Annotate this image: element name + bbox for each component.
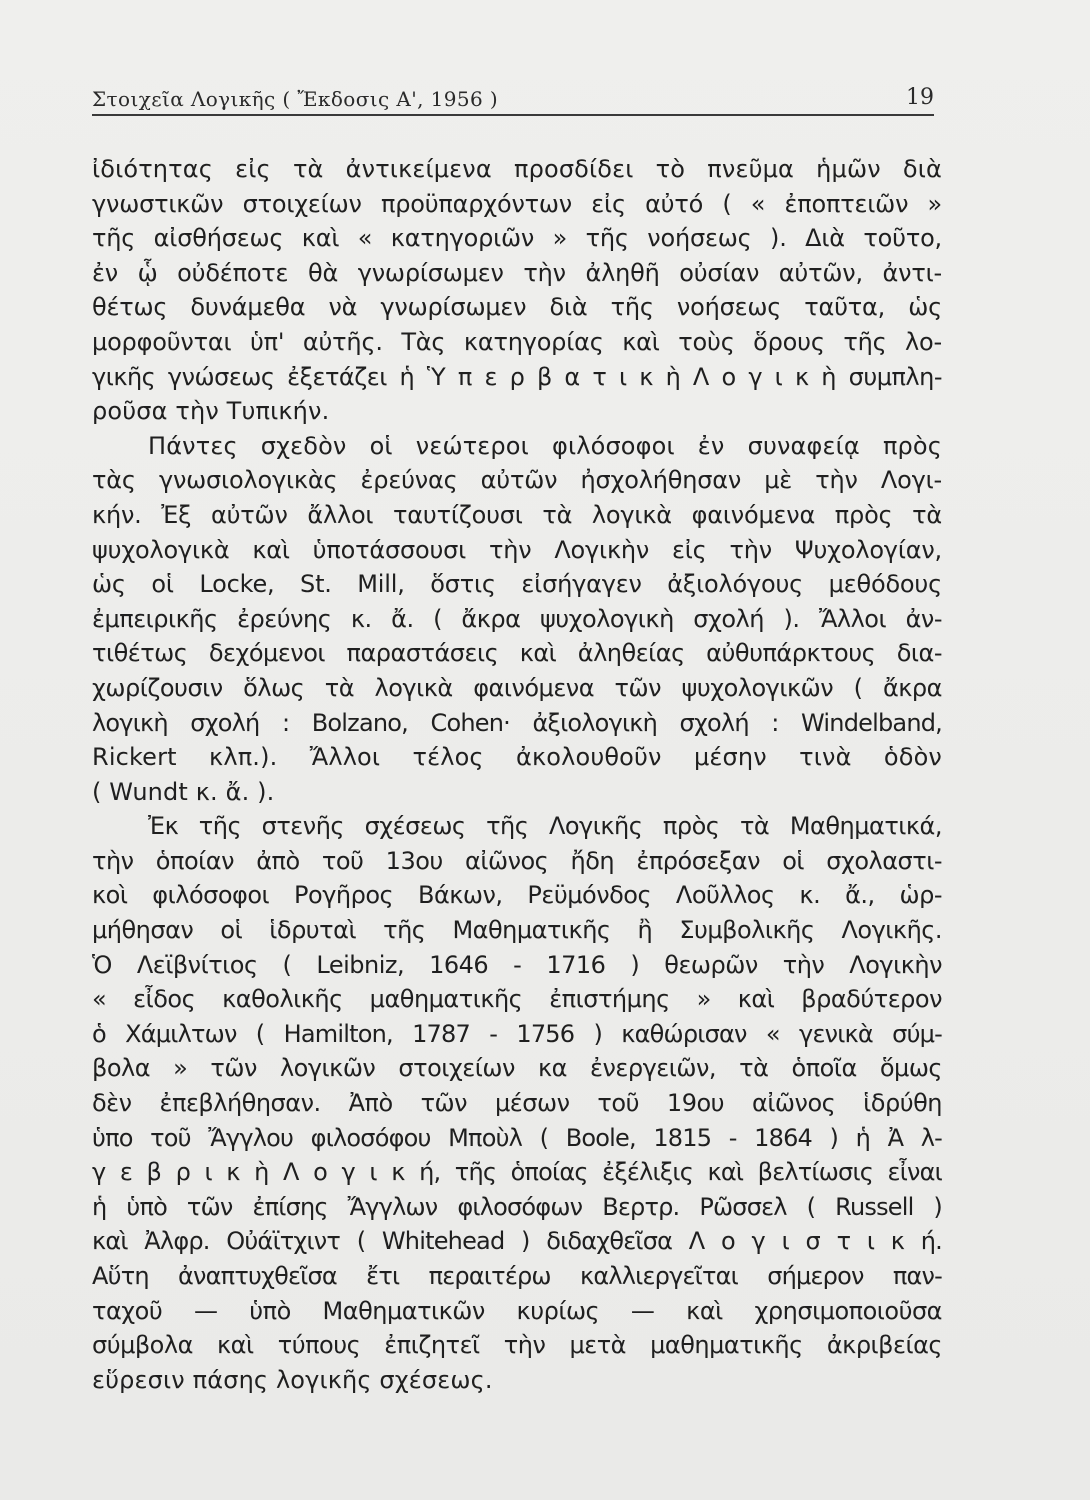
- text-line: σύμβολα καὶ τύπους ἐπιζητεῖ τὴν μετὰ μαθηματικῆς ἀκριβείας: [92, 1331, 942, 1360]
- text-line: χωρίζουσιν ὅλως τὰ λογικὰ φαινόμενα τῶν ψυχολογικῶν ( ἄκρα: [92, 673, 942, 702]
- text-line: γικῆς γνώσεως ἐξετάζει ἡ Ὑ π ε ρ β α τ ι κ ὴ Λ ο γ ι κ ὴ συμπλη-: [92, 362, 942, 391]
- text-line: ἡ ὑπὸ τῶν ἐπίσης Ἄγγλων φιλοσόφων Βερτρ. Ρῶσσελ ( Russell ): [92, 1192, 942, 1221]
- text-line: « εἶδος καθολικῆς μαθηματικῆς ἐπιστήμης » καὶ βραδύτερον: [92, 985, 942, 1014]
- text-line: ψυχολογικὰ καὶ ὑποτάσσουσι τὴν Λογικὴν εἰς τὴν Ψυχολογίαν,: [92, 535, 942, 564]
- text-line: κήν. Ἐξ αὐτῶν ἄλλοι ταυτίζουσι τὰ λογικὰ φαινόμενα πρὸς τὰ: [92, 500, 942, 529]
- text-line: ἐμπειρικῆς ἐρεύνης κ. ἄ. ( ἄκρα ψυχολογικὴ σχολή ). Ἄλλοι ἀν-: [92, 604, 942, 633]
- text-line: τὴν ὁποίαν ἀπὸ τοῦ 13ου αἰῶνος ἤδη ἐπρόσεξαν οἱ σχολαστι-: [92, 846, 942, 875]
- text-line: Ἐκ τῆς στενῆς σχέσεως τῆς Λογικῆς πρὸς τὰ Μαθηματικά,: [148, 812, 942, 841]
- text-line: Πάντες σχεδὸν οἱ νεώτεροι φιλόσοφοι ἐν συναφείᾳ πρὸς: [148, 431, 942, 460]
- text-line: γνωστικῶν στοιχείων προϋπαρχόντων εἰς αὐτό ( « ἐποπτειῶν »: [92, 189, 942, 218]
- text-line: κοὶ φιλόσοφοι Ρογῆρος Βάκων, Ρεϋμόνδος Λοῦλλος κ. ἄ., ὡρ-: [92, 881, 942, 910]
- text-line: θέτως δυνάμεθα νὰ γνωρίσωμεν διὰ τῆς νοήσεως ταῦτα, ὡς: [92, 293, 942, 322]
- text-line: ροῦσα τὴν Τυπικήν.: [92, 397, 330, 426]
- text-line: εὕρεσιν πάσης λογικῆς σχέσεως.: [92, 1365, 493, 1394]
- text-line: Αὕτη ἀναπτυχθεῖσα ἔτι περαιτέρω καλλιεργεῖται σήμερον παν-: [92, 1262, 942, 1290]
- text-line: τῆς αἰσθήσεως καὶ « κατηγοριῶν » τῆς νοήσεως ). Διὰ τοῦτο,: [92, 224, 942, 253]
- text-line: λογικὴ σχολή : Bolzano, Cohen· ἀξιολογικὴ σχολή : Windelband,: [92, 708, 942, 737]
- body-text: [92, 152, 942, 1397]
- text-line: ὑπο τοῦ Ἄγγλου φιλοσόφου Μποὺλ ( Boole, 1815 - 1864 ) ἡ Ἀ λ-: [92, 1123, 942, 1152]
- page-header: [92, 80, 934, 116]
- text-line: Rickert κλπ.). Ἄλλοι τέλος ἀκολουθοῦν μέσην τινὰ ὁδὸν: [92, 743, 942, 772]
- text-line: μήθησαν οἱ ἱδρυταὶ τῆς Μαθηματικῆς ἢ Συμβολικῆς Λογικῆς.: [92, 916, 942, 945]
- page-number: 19: [906, 85, 934, 110]
- running-title: Στοιχεῖα Λογικῆς ( Ἔκδοσις Α', 1956 ): [92, 87, 499, 111]
- text-line: τιθέτως δεχόμενοι παραστάσεις καὶ ἀληθείας αὐθυπάρκτους δια-: [92, 639, 942, 668]
- text-line: ἰδιότητας εἰς τὰ ἀντικείμενα προσδίδει τὸ πνεῦμα ἡμῶν διὰ: [92, 155, 942, 183]
- text-line: καὶ Ἀλφρ. Οὐάϊτχιντ ( Whitehead ) διδαχθεῖσα Λ ο γ ι σ τ ι κ ή.: [92, 1227, 942, 1256]
- text-line: ταχοῦ — ὑπὸ Μαθηματικῶν κυρίως — καὶ χρησιμοποιοῦσα: [92, 1296, 942, 1325]
- text-line: γ ε β ρ ι κ ὴ Λ ο γ ι κ ή, τῆς ὁποίας ἐξέλιξις καὶ βελτίωσις εἶναι: [92, 1158, 942, 1187]
- text-line: ( Wundt κ. ἄ. ).: [92, 777, 275, 806]
- text-line: τὰς γνωσιολογικὰς ἐρεύνας αὐτῶν ἠσχολήθησαν μὲ τὴν Λογι-: [92, 466, 942, 495]
- text-line: βολα » τῶν λογικῶν στοιχείων κα ἐνεργειῶν, τὰ ὁποῖα ὅμως: [92, 1054, 942, 1083]
- text-line: ἐν ᾧ οὐδέποτε θὰ γνωρίσωμεν τὴν ἀληθῆ οὐσίαν αὐτῶν, ἀντι-: [92, 258, 942, 287]
- text-line: μορφοῦνται ὑπ' αὐτῆς. Τὰς κατηγορίας καὶ τοὺς ὅρους τῆς λο-: [92, 327, 942, 356]
- text-line: ὡς οἱ Locke, St. Mill, ὅστις εἰσήγαγεν ἀξιολόγους μεθόδους: [92, 570, 942, 599]
- text-line: Ὁ Λεϊβνίτιος ( Leibniz, 1646 - 1716 ) θεωρῶν τὴν Λογικὴν: [92, 950, 942, 979]
- text-line: δὲν ἐπεβλήθησαν. Ἀπὸ τῶν μέσων τοῦ 19ου αἰῶνος ἱδρύθη: [92, 1089, 942, 1118]
- text-line: ὁ Χάμιλτων ( Hamilton, 1787 - 1756 ) καθώρισαν « γενικὰ σύμ-: [92, 1019, 942, 1048]
